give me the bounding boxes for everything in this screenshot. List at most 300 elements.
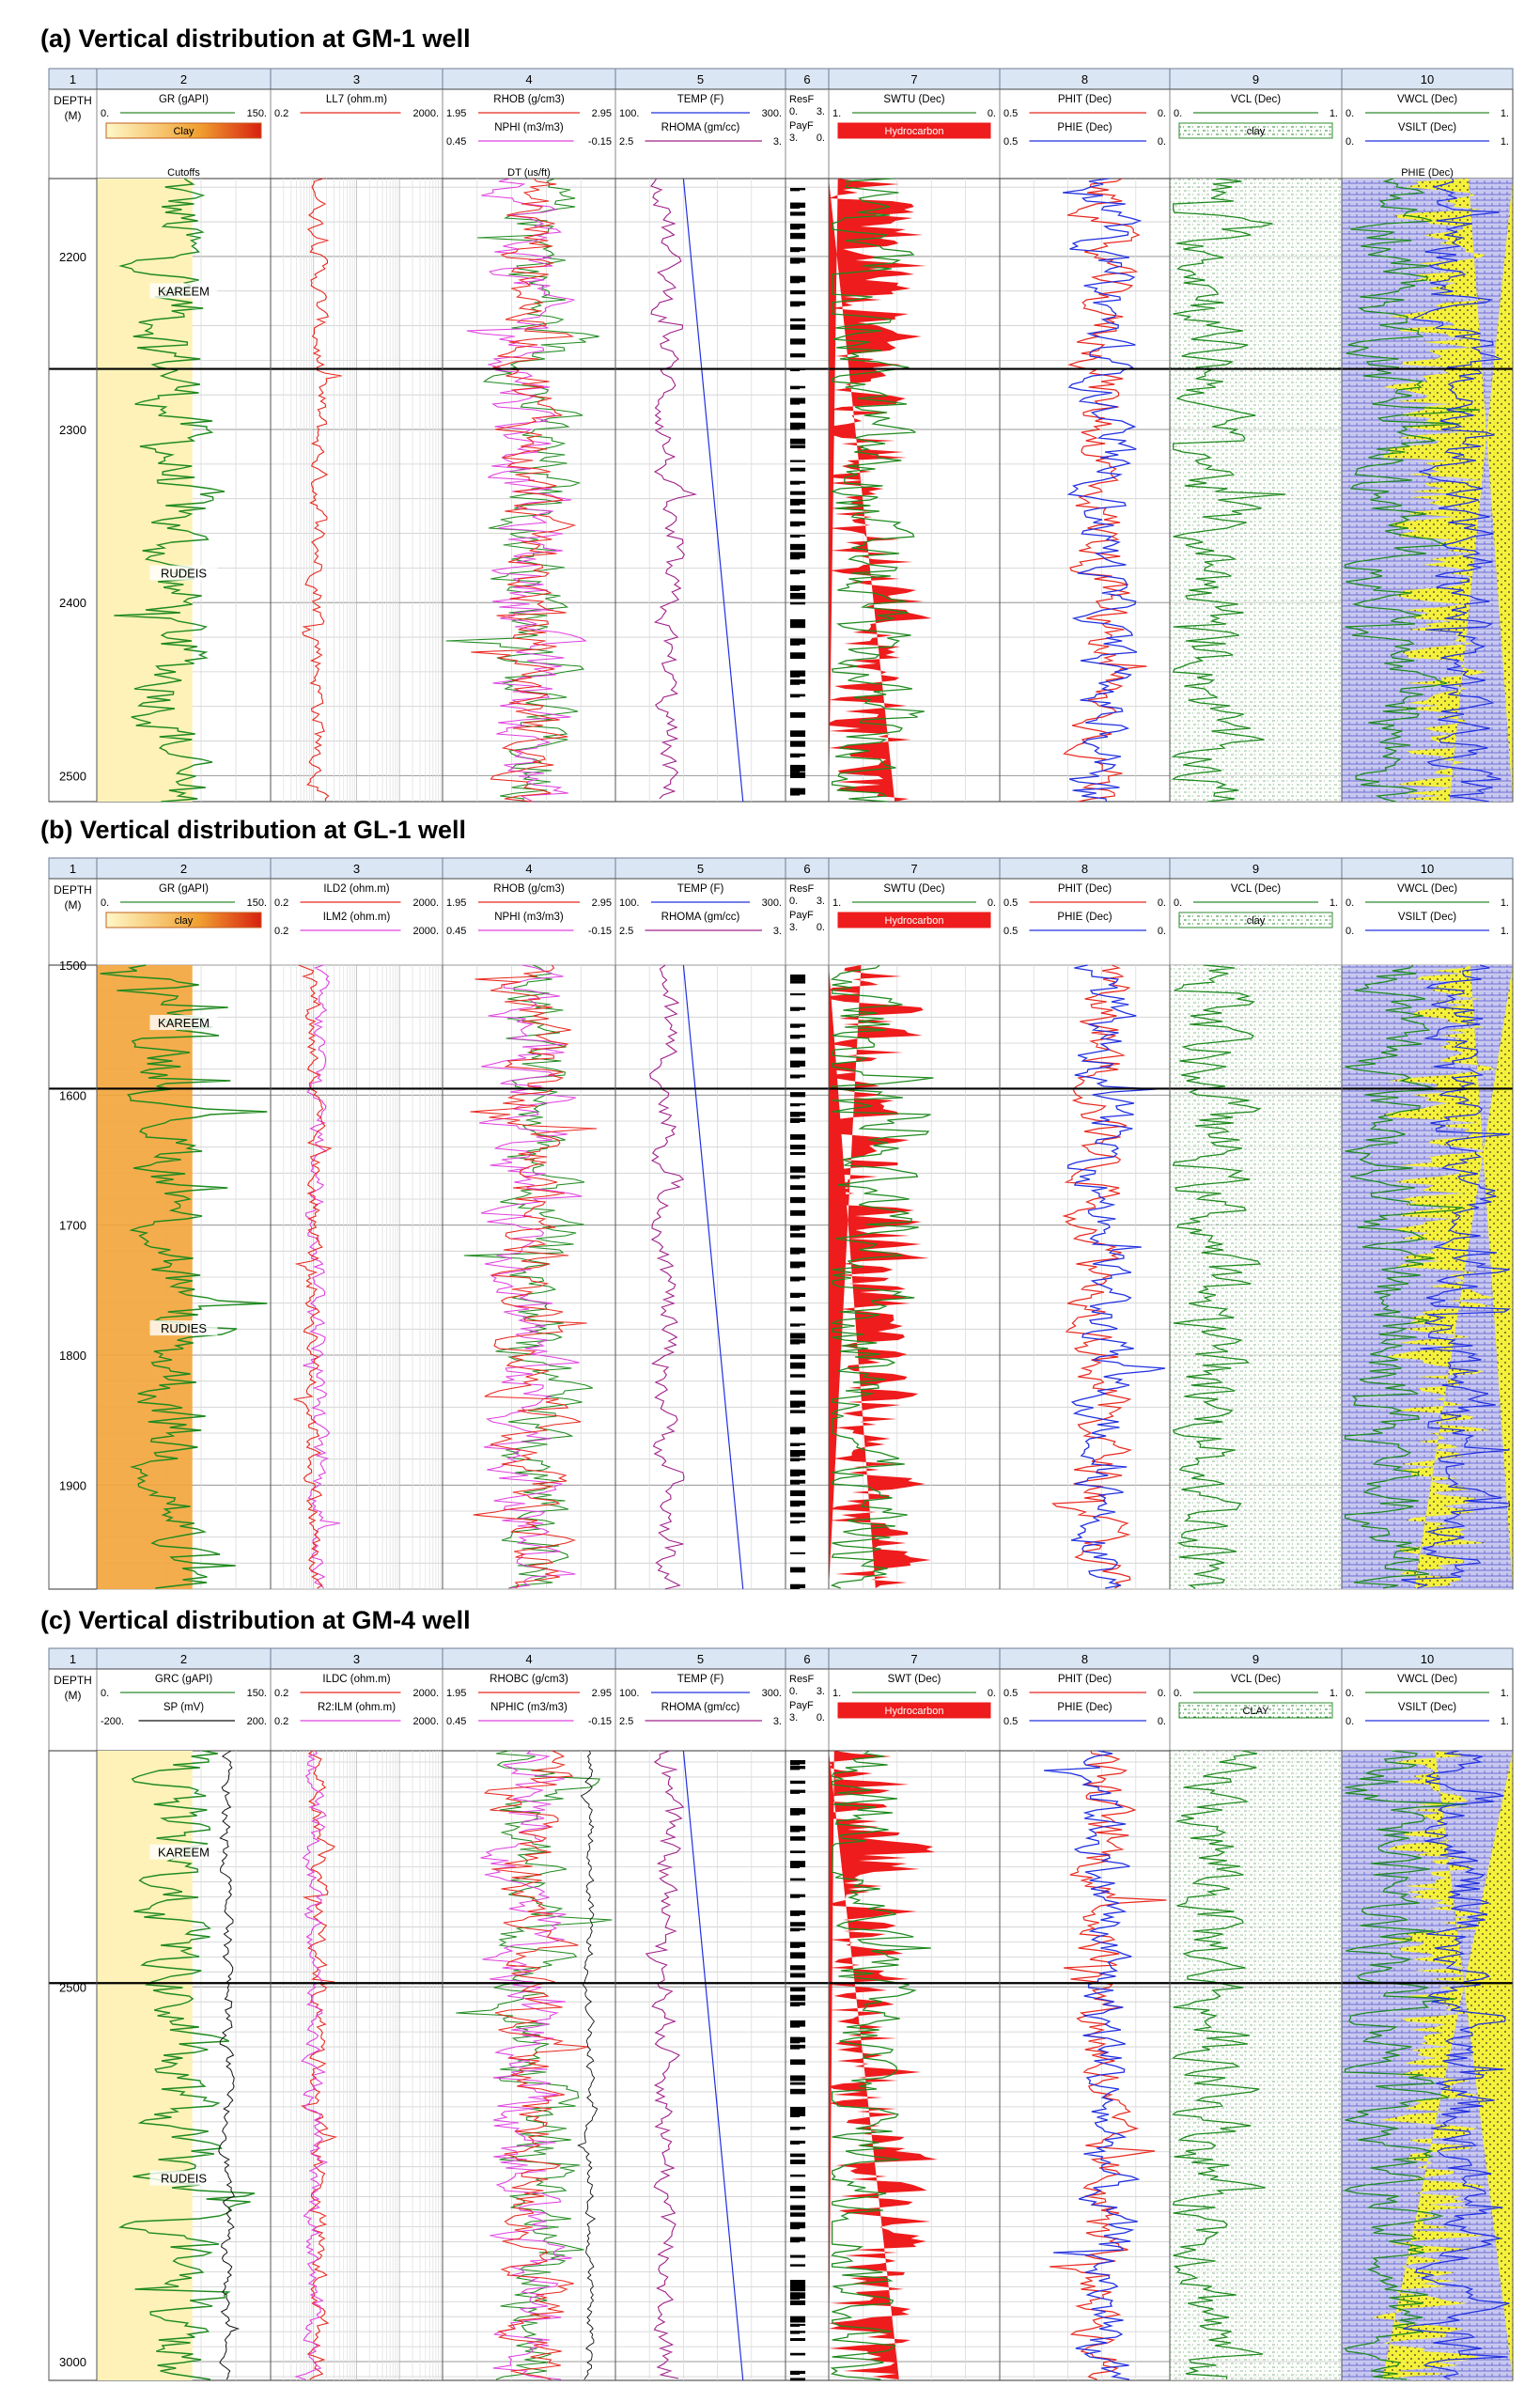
track-number-label: 8 bbox=[1081, 1652, 1089, 1666]
pay-flag-bar bbox=[790, 1118, 800, 1123]
pay-flag-bar bbox=[790, 1942, 800, 1948]
pay-flag-bar bbox=[790, 552, 800, 559]
reservoir-flag-bar bbox=[790, 2089, 805, 2095]
pay-flag-bar bbox=[790, 569, 800, 574]
reservoir-flag-bar bbox=[790, 2154, 805, 2158]
reservoir-flag-bar bbox=[790, 2160, 805, 2164]
curve-name: GRC (gAPI) bbox=[154, 1674, 213, 1685]
reservoir-flag-bar bbox=[790, 338, 805, 344]
pay-flag-bar bbox=[790, 423, 800, 430]
pay-flag-bar bbox=[790, 2371, 800, 2375]
gr-clay-shading bbox=[97, 179, 193, 802]
formation-label: KAREEM bbox=[158, 1016, 210, 1031]
fill-legend-label: Hydrocarbon bbox=[884, 1706, 944, 1717]
pay-flag-bar bbox=[790, 1293, 800, 1298]
pay-flag-bar bbox=[790, 1501, 800, 1506]
curve-name: PHIT (Dec) bbox=[1057, 883, 1112, 895]
curve-min: 1. bbox=[832, 108, 842, 119]
pay-flag-bar bbox=[790, 1112, 800, 1116]
curve-min: 0.45 bbox=[446, 1716, 467, 1727]
track-number-label: 8 bbox=[1081, 862, 1089, 876]
track-number-label: 5 bbox=[696, 72, 705, 86]
curve-max: 2000. bbox=[412, 926, 439, 937]
pay-flag-bar bbox=[790, 1277, 800, 1282]
curve-min: 0. bbox=[1174, 1688, 1183, 1699]
track-number-row bbox=[49, 858, 1513, 879]
curve-name: R2:ILM (ohm.m) bbox=[317, 1702, 397, 1713]
reservoir-flag-bar bbox=[790, 491, 805, 495]
depth-tick-label: 1900 bbox=[59, 1478, 86, 1493]
curve-max: 1. bbox=[1500, 136, 1509, 148]
reservoir-flag-bar bbox=[790, 2175, 805, 2176]
curve-name: NPHIC (m3/m3) bbox=[490, 1702, 568, 1713]
pay-flag-bar bbox=[790, 203, 800, 209]
reservoir-flag-bar bbox=[790, 2255, 805, 2258]
curve-max: 1. bbox=[1500, 1688, 1509, 1699]
curve-name: RHOB (g/cm3) bbox=[493, 94, 565, 105]
curve-min: 0. bbox=[1346, 136, 1355, 148]
curve-min: 0.5 bbox=[1003, 897, 1019, 909]
track-number-label: 7 bbox=[910, 72, 918, 86]
reservoir-flag-bar bbox=[790, 1965, 805, 1970]
flag-name: PayF bbox=[789, 1700, 814, 1711]
curve-min: 0.5 bbox=[1003, 1716, 1019, 1727]
reservoir-flag-bar bbox=[790, 2082, 805, 2085]
reservoir-flag-bar bbox=[790, 712, 805, 718]
curve-max: 150. bbox=[246, 108, 267, 119]
flag-max: 0. bbox=[816, 922, 825, 933]
fill-legend-label: clay bbox=[174, 915, 194, 927]
pay-flag-bar bbox=[790, 1323, 800, 1326]
log-panel-2 bbox=[40, 816, 1513, 1589]
flag-max: 3. bbox=[816, 896, 825, 907]
pay-flag-bar bbox=[790, 2107, 800, 2114]
curve-name: GR (gAPI) bbox=[158, 94, 210, 105]
formation-label: KAREEM bbox=[158, 284, 210, 299]
pay-flag-bar bbox=[790, 481, 800, 485]
curve-max: 3. bbox=[772, 1716, 782, 1727]
reservoir-flag-bar bbox=[790, 2075, 805, 2081]
curve-max: 300. bbox=[761, 897, 782, 909]
reservoir-flag-bar bbox=[790, 1781, 805, 1784]
depth-header: DEPTH bbox=[54, 1674, 92, 1687]
reservoir-flag-bar bbox=[790, 1145, 805, 1149]
curve-name: ILDC (ohm.m) bbox=[322, 1674, 391, 1685]
flag-min: 3. bbox=[789, 922, 799, 933]
curve-name: SWTU (Dec) bbox=[883, 883, 945, 895]
curve-name: PHIE (Dec) bbox=[1057, 1702, 1112, 1713]
curve-name: TEMP (F) bbox=[677, 883, 724, 895]
curve-name: VWCL (Dec) bbox=[1396, 883, 1458, 895]
depth-tick-label: 2500 bbox=[59, 1980, 86, 1995]
track-number-label: 2 bbox=[179, 72, 188, 86]
curve-name: GR (gAPI) bbox=[158, 883, 210, 895]
curve-min: 1.95 bbox=[446, 1688, 467, 1699]
curve-max: 300. bbox=[761, 1688, 782, 1699]
reservoir-flag-bar bbox=[790, 1836, 805, 1841]
curve-max: 0. bbox=[1157, 926, 1166, 937]
pay-flag-bar bbox=[790, 2223, 800, 2230]
curve-min: 0. bbox=[1346, 1716, 1355, 1727]
pay-flag-bar bbox=[790, 1427, 800, 1435]
track-number-label: 9 bbox=[1252, 1652, 1260, 1666]
reservoir-flag-bar bbox=[790, 1354, 805, 1359]
track-number-label: 3 bbox=[352, 72, 361, 86]
track-number-label: 4 bbox=[525, 72, 533, 86]
curve-name: SWT (Dec) bbox=[887, 1674, 941, 1685]
reservoir-flag-bar bbox=[790, 593, 805, 600]
pay-flag-bar bbox=[790, 2324, 800, 2327]
reservoir-flag-bar bbox=[790, 741, 805, 746]
curve-min: 0. bbox=[101, 1688, 110, 1699]
pay-flag-bar bbox=[790, 1760, 800, 1765]
curve-name: VCL (Dec) bbox=[1230, 94, 1282, 105]
reservoir-flag-bar bbox=[790, 1363, 805, 1369]
reservoir-flag-bar bbox=[790, 2378, 805, 2380]
track-number-label: 2 bbox=[179, 1652, 188, 1666]
curve-max: 0. bbox=[987, 897, 996, 909]
pay-flag-bar bbox=[790, 670, 800, 677]
reservoir-flag-bar bbox=[790, 730, 805, 737]
curve-name: RHOMA (gm/cc) bbox=[661, 1702, 740, 1713]
pay-flag-bar bbox=[790, 1808, 800, 1816]
reservoir-flag-bar bbox=[790, 993, 805, 995]
reservoir-flag-bar bbox=[790, 1410, 805, 1412]
pay-flag-bar bbox=[790, 585, 800, 591]
curve-min: 0. bbox=[1174, 897, 1183, 909]
reservoir-flag-bar bbox=[790, 439, 805, 445]
reservoir-flag-bar bbox=[790, 1513, 805, 1518]
fill-legend-label: Clay bbox=[173, 126, 194, 137]
pay-flag-bar bbox=[790, 386, 800, 389]
track-number-label: 6 bbox=[803, 862, 811, 876]
pay-flag-bar bbox=[790, 398, 800, 404]
reservoir-flag-bar bbox=[790, 1988, 805, 1991]
reservoir-flag-bar bbox=[790, 1152, 805, 1155]
reservoir-flag-bar bbox=[790, 2316, 805, 2323]
curve-max: 2.95 bbox=[591, 1688, 612, 1699]
track-number-label: 5 bbox=[696, 862, 705, 876]
fill-legend-label: Hydrocarbon bbox=[884, 915, 944, 927]
pay-flag-bar bbox=[790, 2020, 800, 2028]
track-number-label: 5 bbox=[696, 1652, 705, 1666]
flag-max: 3. bbox=[816, 1686, 825, 1697]
reservoir-flag-bar bbox=[790, 2059, 805, 2065]
curve-name: RHOMA (gm/cc) bbox=[661, 912, 740, 923]
reservoir-flag-bar bbox=[790, 1197, 805, 1203]
reservoir-flag-bar bbox=[790, 324, 805, 330]
curve-max: 300. bbox=[761, 108, 782, 119]
extra-curve-name: PHIE (Dec) bbox=[1401, 167, 1454, 179]
pay-flag-bar bbox=[790, 2331, 800, 2333]
pay-flag-bar bbox=[790, 1035, 800, 1038]
curve-max: 2.95 bbox=[591, 108, 612, 119]
pay-flag-bar bbox=[790, 2127, 800, 2129]
curve-min: 1. bbox=[832, 897, 842, 909]
pay-flag-bar bbox=[790, 2237, 800, 2242]
fill-legend-label: CLAY bbox=[1242, 1706, 1269, 1717]
curve-min: 2.5 bbox=[619, 926, 634, 937]
reservoir-flag-bar bbox=[790, 509, 805, 513]
pay-flag-bar bbox=[790, 1861, 800, 1868]
reservoir-flag-bar bbox=[790, 975, 805, 981]
curve-min: 100. bbox=[619, 897, 640, 909]
track-number-label: 9 bbox=[1252, 862, 1260, 876]
reservoir-flag-bar bbox=[790, 353, 805, 357]
reservoir-flag-bar bbox=[790, 1922, 805, 1926]
depth-header: DEPTH bbox=[54, 883, 92, 897]
curve-max: 1. bbox=[1329, 1688, 1338, 1699]
reservoir-flag-bar bbox=[790, 1306, 805, 1311]
pay-flag-bar bbox=[790, 1458, 800, 1461]
curve-name: VSILT (Dec) bbox=[1397, 912, 1457, 923]
pay-flag-bar bbox=[790, 788, 800, 796]
reservoir-flag-bar bbox=[790, 2353, 805, 2356]
reservoir-flag-bar bbox=[790, 1233, 805, 1237]
clay-volume-fill bbox=[1170, 1751, 1342, 2380]
reservoir-flag-bar bbox=[790, 290, 805, 294]
curve-max: 0. bbox=[1157, 897, 1166, 909]
reservoir-flag-bar bbox=[790, 1374, 805, 1377]
curve-max: 0. bbox=[1157, 108, 1166, 119]
flag-name: PayF bbox=[789, 120, 814, 132]
curve-max: 1. bbox=[1329, 108, 1338, 119]
curve-min: -200. bbox=[101, 1716, 125, 1727]
curve-name: RHOBC (g/cm3) bbox=[490, 1674, 568, 1685]
curve-min: 0. bbox=[1346, 1688, 1355, 1699]
track-number-label: 3 bbox=[352, 1652, 361, 1666]
curve-max: 200. bbox=[246, 1716, 267, 1727]
curve-max: -0.15 bbox=[587, 926, 612, 937]
reservoir-flag-bar bbox=[790, 413, 805, 418]
flag-min: 3. bbox=[789, 133, 799, 144]
reservoir-flag-bar bbox=[790, 1952, 805, 1958]
extra-curve-name: DT (us/ft) bbox=[507, 167, 551, 179]
curve-name: SP (mV) bbox=[163, 1702, 205, 1713]
curve-min: 0.45 bbox=[446, 136, 467, 148]
curve-max: 1. bbox=[1500, 897, 1509, 909]
reservoir-flag-bar bbox=[790, 2285, 805, 2291]
reservoir-flag-bar bbox=[790, 625, 805, 628]
pay-flag-bar bbox=[790, 1248, 800, 1255]
curve-max: 0. bbox=[987, 108, 996, 119]
depth-tick-label: 2400 bbox=[59, 596, 86, 611]
flag-max: 0. bbox=[816, 1712, 825, 1724]
curve-name: NPHI (m3/m3) bbox=[494, 912, 564, 923]
pay-flag-bar bbox=[790, 1521, 800, 1523]
pay-flag-bar bbox=[790, 276, 800, 284]
reservoir-flag-bar bbox=[790, 460, 805, 462]
reservoir-flag-bar bbox=[790, 1166, 805, 1173]
formation-label: KAREEM bbox=[158, 1845, 210, 1860]
reservoir-flag-bar bbox=[790, 772, 805, 778]
curve-max: 0. bbox=[987, 1688, 996, 1699]
pay-flag-bar bbox=[790, 1061, 800, 1068]
curve-name: VSILT (Dec) bbox=[1397, 122, 1457, 133]
pay-flag-bar bbox=[790, 535, 800, 538]
reservoir-flag-bar bbox=[790, 1134, 805, 1140]
curve-min: 100. bbox=[619, 108, 640, 119]
curve-name: NPHI (m3/m3) bbox=[494, 122, 564, 133]
track-number-label: 1 bbox=[69, 862, 77, 876]
reservoir-flag-bar bbox=[790, 233, 805, 239]
pay-flag-bar bbox=[790, 1470, 800, 1476]
pay-flag-bar bbox=[790, 1480, 800, 1485]
panel-title: (b) Vertical distribution at GL-1 well bbox=[40, 816, 467, 844]
curve-name: PHIT (Dec) bbox=[1057, 1674, 1112, 1685]
track-number-label: 4 bbox=[525, 1652, 533, 1666]
reservoir-flag-bar bbox=[790, 1850, 805, 1853]
pay-flag-bar bbox=[790, 1401, 800, 1408]
curve-min: 0. bbox=[1346, 926, 1355, 937]
curve-max: 0. bbox=[1157, 136, 1166, 148]
curve-name: VCL (Dec) bbox=[1230, 1674, 1282, 1685]
curve-max: 2.95 bbox=[591, 897, 612, 909]
reservoir-flag-bar bbox=[790, 2206, 805, 2210]
curve-max: 0. bbox=[1157, 1716, 1166, 1727]
reservoir-flag-bar bbox=[790, 981, 805, 984]
pay-flag-bar bbox=[790, 224, 800, 229]
pay-flag-bar bbox=[790, 1443, 800, 1446]
reservoir-flag-bar bbox=[790, 1185, 805, 1190]
curve-name: TEMP (F) bbox=[677, 94, 724, 105]
curve-min: 0.5 bbox=[1003, 108, 1019, 119]
curve-max: 3. bbox=[772, 136, 782, 148]
curve-max: -0.15 bbox=[587, 1716, 612, 1727]
curve-name: ILM2 (ohm.m) bbox=[322, 912, 391, 923]
curve-max: 1. bbox=[1500, 1716, 1509, 1727]
curve-name: LL7 (ohm.m) bbox=[325, 94, 388, 105]
depth-tick-label: 2500 bbox=[59, 769, 86, 784]
silt-volume-fill bbox=[1342, 965, 1513, 1589]
curve-max: 0. bbox=[1157, 1688, 1166, 1699]
pay-flag-bar bbox=[790, 1103, 800, 1106]
pay-flag-bar bbox=[790, 247, 800, 252]
reservoir-flag-bar bbox=[790, 1973, 805, 1978]
formation-label: RUDEIS bbox=[160, 2171, 208, 2186]
track-number-label: 7 bbox=[910, 1652, 918, 1666]
pay-flag-bar bbox=[790, 1075, 800, 1079]
curve-min: 1. bbox=[832, 1688, 842, 1699]
reservoir-flag-bar bbox=[790, 319, 805, 321]
curve-max: 2000. bbox=[412, 1716, 439, 1727]
curve-name: RHOB (g/cm3) bbox=[493, 883, 565, 895]
track-number-label: 10 bbox=[1420, 72, 1435, 86]
reservoir-flag-bar bbox=[790, 1490, 805, 1496]
curve-min: 0. bbox=[1346, 897, 1355, 909]
pay-flag-bar bbox=[790, 1895, 800, 1898]
flag-name: PayF bbox=[789, 910, 814, 921]
curve-min: 0.45 bbox=[446, 926, 467, 937]
pay-flag-bar bbox=[790, 1225, 800, 1231]
curve-name: VWCL (Dec) bbox=[1396, 1674, 1458, 1685]
curve-min: 0.5 bbox=[1003, 136, 1019, 148]
panel-title: (a) Vertical distribution at GM-1 well bbox=[40, 24, 471, 53]
flag-min: 0. bbox=[789, 1686, 799, 1697]
pay-flag-bar bbox=[790, 679, 800, 685]
curve-min: 0.5 bbox=[1003, 926, 1019, 937]
track-number-label: 3 bbox=[352, 862, 361, 876]
pay-flag-bar bbox=[790, 1176, 800, 1179]
depth-tick-label: 2300 bbox=[59, 423, 86, 438]
formation-label: RUDIES bbox=[160, 1321, 208, 1336]
reservoir-flag-bar bbox=[790, 1995, 805, 2001]
curve-name: ILD2 (ohm.m) bbox=[323, 883, 390, 895]
flag-max: 3. bbox=[816, 106, 825, 117]
curve-name: TEMP (F) bbox=[677, 1674, 724, 1685]
reservoir-flag-bar bbox=[790, 602, 805, 605]
pay-flag-bar bbox=[790, 2113, 800, 2117]
curve-max: 150. bbox=[246, 1688, 267, 1699]
track-number-label: 1 bbox=[69, 1652, 77, 1666]
pay-flag-bar bbox=[790, 499, 800, 506]
curve-min: 2.5 bbox=[619, 136, 634, 148]
pay-flag-bar bbox=[790, 765, 800, 772]
curve-min: 2.5 bbox=[619, 1716, 634, 1727]
track-number-row bbox=[49, 1648, 1513, 1669]
depth-unit-header: (M) bbox=[64, 898, 82, 912]
reservoir-flag-bar bbox=[790, 1210, 805, 1216]
depth-tick-label: 1700 bbox=[59, 1218, 86, 1233]
pay-flag-bar bbox=[790, 2292, 800, 2300]
reservoir-flag-bar bbox=[790, 1879, 805, 1881]
curve-min: 100. bbox=[619, 1688, 640, 1699]
pay-flag-bar bbox=[790, 2045, 800, 2050]
fill-legend-label: Hydrocarbon bbox=[884, 126, 944, 137]
depth-unit-header: (M) bbox=[64, 109, 82, 122]
track-number-label: 6 bbox=[803, 72, 811, 86]
depth-tick-label: 1500 bbox=[59, 959, 86, 973]
extra-curve-name: Cutoffs bbox=[167, 167, 200, 179]
track-number-label: 4 bbox=[525, 862, 533, 876]
track-number-row bbox=[49, 69, 1513, 89]
reservoir-flag-bar bbox=[790, 211, 805, 215]
curve-min: 0.2 bbox=[274, 1688, 289, 1699]
pay-flag-bar bbox=[790, 1826, 800, 1833]
curve-max: -0.15 bbox=[587, 136, 612, 148]
reservoir-flag-bar bbox=[790, 1568, 805, 1573]
curve-min: 1.95 bbox=[446, 108, 467, 119]
reservoir-flag-bar bbox=[790, 1047, 805, 1053]
panel-title: (c) Vertical distribution at GM-4 well bbox=[40, 1606, 471, 1634]
pay-flag-bar bbox=[790, 1261, 800, 1268]
curve-max: 150. bbox=[246, 897, 267, 909]
curve-max: 2000. bbox=[412, 108, 439, 119]
track-number-label: 10 bbox=[1420, 1652, 1435, 1666]
flag-name: ResF bbox=[789, 94, 815, 105]
reservoir-flag-bar bbox=[790, 544, 805, 550]
curve-min: 0. bbox=[101, 897, 110, 909]
curve-name: VCL (Dec) bbox=[1230, 883, 1282, 895]
reservoir-flag-bar bbox=[790, 1552, 805, 1554]
track-number-label: 10 bbox=[1420, 862, 1435, 876]
pay-flag-bar bbox=[790, 1790, 800, 1794]
curve-min: 0.5 bbox=[1003, 1688, 1019, 1699]
curve-min: 0. bbox=[1346, 108, 1355, 119]
curve-name: PHIE (Dec) bbox=[1057, 122, 1112, 133]
curve-min: 0. bbox=[1174, 108, 1183, 119]
fill-legend-label: clay bbox=[1246, 126, 1266, 137]
curve-name: RHOMA (gm/cc) bbox=[661, 122, 740, 133]
pay-flag-bar bbox=[790, 2141, 800, 2145]
reservoir-flag-bar bbox=[790, 468, 805, 472]
pay-flag-bar bbox=[790, 754, 800, 757]
reservoir-flag-bar bbox=[790, 1536, 805, 1541]
curve-max: 3. bbox=[772, 926, 782, 937]
pay-flag-bar bbox=[790, 302, 800, 307]
reservoir-flag-bar bbox=[790, 2280, 805, 2286]
curve-max: 1. bbox=[1329, 897, 1338, 909]
